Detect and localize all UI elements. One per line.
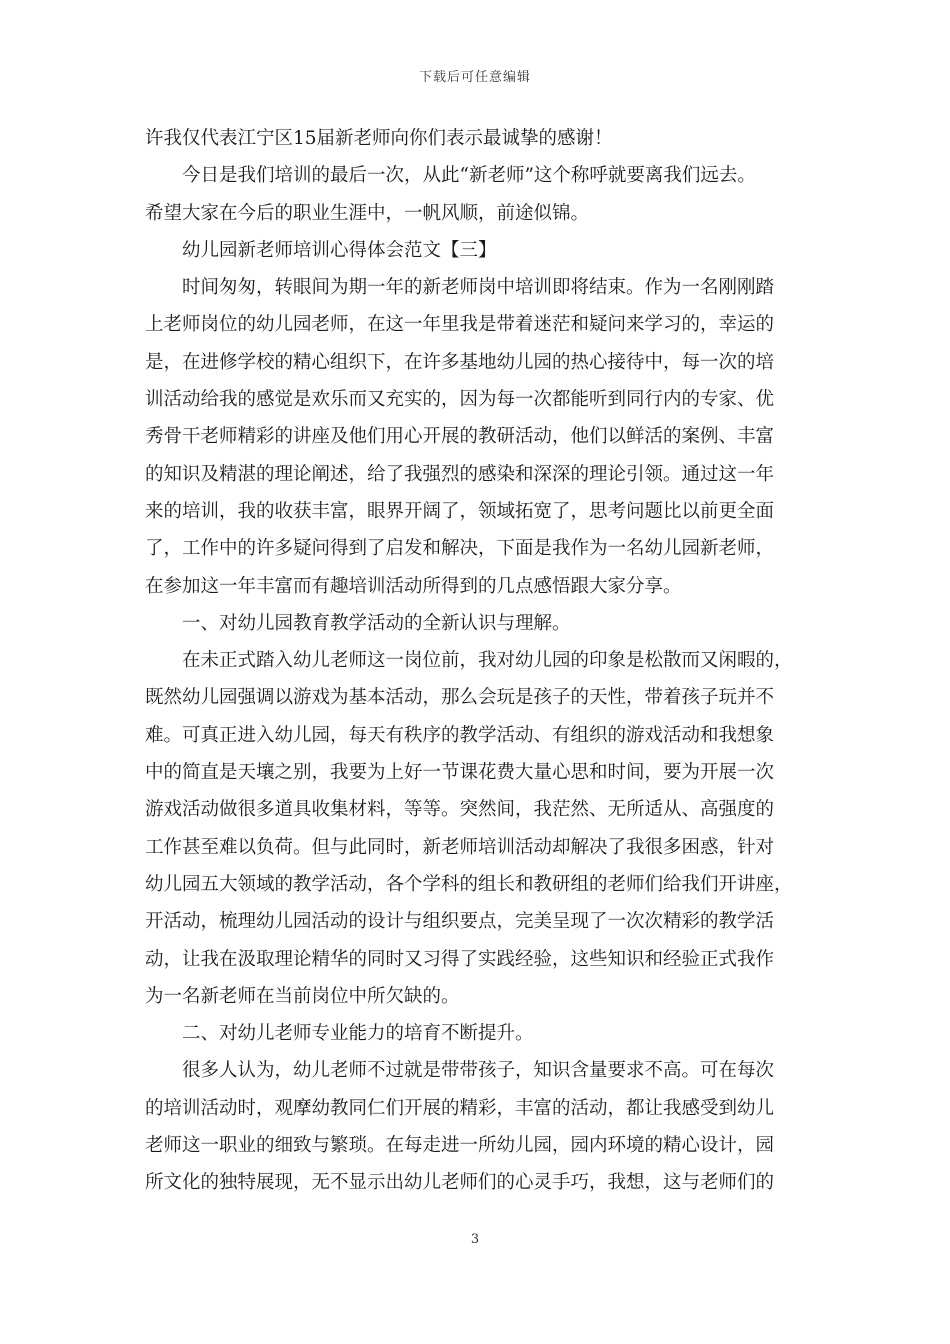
text-line: 的培训活动时，观摩幼教同仁们开展的精彩，丰富的活动，都让我感受到幼儿	[145, 1097, 775, 1119]
document-body	[145, 120, 807, 1202]
page-header: 下载后可任意编辑	[418, 70, 531, 85]
text-line: 上老师岗位的幼儿园老师，在这一年里我是带着迷茫和疑问来学习的，幸运的	[145, 314, 775, 336]
text-line: 工作甚至难以负荷。但与此同时，新老师培训活动却解决了我很多困惑，针对	[145, 836, 775, 858]
text-line: 难。可真正进入幼儿园，每天有秩序的教学活动、有组织的游戏活动和我想象	[145, 724, 775, 746]
text-line: 很多人认为，幼儿老师不过就是带带孩子，知识含量要求不高。可在每次	[182, 1060, 775, 1082]
text-line: 幼儿园新老师培训心得体会范文【三】	[182, 239, 497, 261]
text-line: 幼儿园五大领域的教学活动，各个学科的组长和教研组的老师们给我们开讲座，	[145, 873, 793, 895]
text-line: 许我仅代表江宁区15届新老师向你们表示最诚挚的感谢！	[145, 128, 613, 149]
text-line: 一、对幼儿园教育教学活动的全新认识与理解。	[182, 612, 571, 634]
text-line: 所文化的独特展现，无不显示出幼儿老师们的心灵手巧，我想，这与老师们的	[145, 1172, 775, 1194]
text-line: 的知识及精湛的理论阐述，给了我强烈的感染和深深的理论引领。通过这一年	[145, 463, 775, 485]
text-line: 二、对幼儿老师专业能力的培育不断提升。	[182, 1023, 534, 1045]
text-line: 为一名新老师在当前岗位中所欠缺的。	[145, 985, 460, 1007]
text-line: 中的简直是天壤之别，我要为上好一节课花费大量心思和时间，要为开展一次	[145, 762, 775, 784]
text-line: 开活动，梳理幼儿园活动的设计与组织要点，完美呈现了一次次精彩的教学活	[145, 911, 775, 933]
text-line: 在未正式踏入幼儿老师这一岗位前，我对幼儿园的印象是松散而又闲暇的，	[182, 650, 793, 672]
text-line: 在参加这一年丰富而有趣培训活动所得到的几点感悟跟大家分享。	[145, 575, 682, 597]
page-number: 3	[470, 1232, 480, 1247]
text-line: 是，在进修学校的精心组织下，在许多基地幼儿园的热心接待中，每一次的培	[145, 351, 775, 373]
text-line: 时间匆匆，转眼间为期一年的新老师岗中培训即将结束。作为一名刚刚踏	[182, 277, 775, 299]
text-line: 训活动给我的感觉是欢乐而又充实的，因为每一次都能听到同行内的专家、优	[145, 389, 775, 411]
text-line: 今日是我们培训的最后一次，从此“新老师”这个称呼就要离我们远去。	[182, 165, 756, 187]
text-line: 动，让我在汲取理论精华的同时又习得了实践经验，这些知识和经验正式我作	[145, 948, 775, 970]
text-line: 游戏活动做很多道具收集材料，等等。突然间，我茫然、无所适从、高强度的	[145, 799, 775, 821]
text-line: 了，工作中的许多疑问得到了启发和解决，下面是我作为一名幼儿园新老师，	[145, 538, 775, 560]
text-line: 老师这一职业的细致与繁琐。在每走进一所幼儿园，园内环境的精心设计，园	[145, 1135, 775, 1157]
text-line: 希望大家在今后的职业生涯中，一帆风顺，前途似锦。	[145, 202, 590, 224]
text-line: 既然幼儿园强调以游戏为基本活动，那么会玩是孩子的天性，带着孩子玩并不	[145, 687, 775, 709]
text-line: 秀骨干老师精彩的讲座及他们用心开展的教研活动，他们以鲜活的案例、丰富	[145, 426, 775, 448]
text-line: 来的培训，我的收获丰富，眼界开阔了，领域拓宽了，思考问题比以前更全面	[145, 500, 775, 522]
